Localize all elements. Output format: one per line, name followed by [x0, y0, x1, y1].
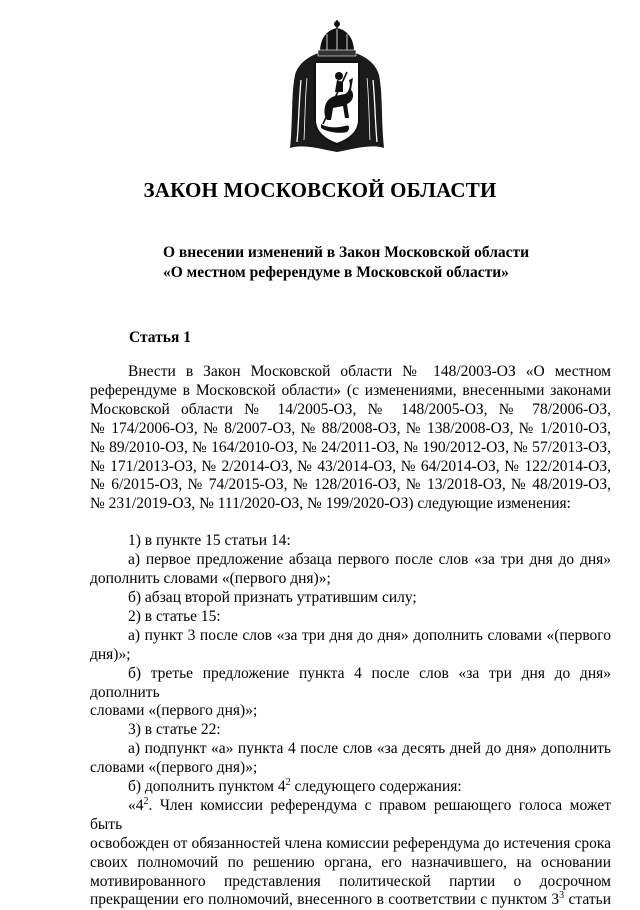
superscript: 3: [559, 890, 565, 902]
quote-line: [90, 891, 611, 910]
list-item: а) пункт 3 после слов «за три дня до дня» дополнить словами «(первого: [128, 626, 611, 644]
list-item: дополнить словами «(первого дня)»;: [90, 570, 331, 588]
superscript: 2: [143, 795, 149, 807]
intro-line: № 6/2015-ОЗ, № 74/2015-ОЗ, № 128/2016-ОЗ, № 13/2018-ОЗ, № 48/2019-ОЗ,: [90, 476, 611, 494]
subtitle-line: О внесении изменений в Закон Московской области: [163, 244, 530, 261]
coat-of-arms-icon: [287, 20, 387, 162]
quote-line: своих полномочий по решению органа, его назначившего, на основании: [90, 853, 611, 871]
intro-line: № 171/2013-ОЗ, № 2/2014-ОЗ, № 43/2014-ОЗ, № 64/2014-ОЗ, № 122/2014-ОЗ,: [90, 457, 611, 475]
list-item: а) первое предложение абзаца первого после слов «за три дня до дня»: [128, 551, 611, 569]
item-text: б) дополнить пунктом 4: [128, 778, 286, 796]
document-title: ЗАКОН МОСКОВСКОЙ ОБЛАСТИ: [143, 178, 497, 202]
intro-line: № 174/2006-ОЗ, № 8/2007-ОЗ, № 88/2008-ОЗ, № 138/2008-ОЗ, № 1/2010-ОЗ,: [90, 419, 611, 437]
list-item: дня)»;: [90, 645, 131, 663]
list-item: словами «(первого дня)»;: [90, 759, 258, 777]
intro-line: № 231/2019-ОЗ, № 111/2020-ОЗ, № 199/2020-ОЗ) следующие изменения:: [90, 495, 571, 513]
document-subtitle: [163, 243, 583, 283]
quote-text: «4: [128, 796, 144, 814]
quote-line: освобожден от обязанностей члена комиссии референдума до истечения срока: [90, 834, 611, 852]
item-text: следующего содержания:: [290, 778, 462, 796]
list-item: 1) в пункте 15 статьи 14:: [128, 532, 291, 550]
quote-text: прекращении его полномочий, внесенного в соответствии с пунктом 3: [90, 891, 560, 909]
subtitle-line: «О местном референдуме в Московской области»: [163, 264, 509, 281]
list-item: а) подпункт «а» пункта 4 после слов «за десять дней до дня» дополнить: [128, 740, 611, 758]
document-body: [90, 363, 611, 910]
intro-line: референдуме в Московской области» (с изменениями, внесенными законами: [90, 381, 611, 399]
list-item: 2) в статье 15:: [128, 607, 221, 625]
list-item: б) третье предложение пункта 4 после слов «за три дня до дня» дополнить: [90, 664, 611, 701]
intro-line: Московской области № 14/2005-ОЗ, № 148/2005-ОЗ, № 78/2006-ОЗ,: [90, 400, 611, 418]
quote-text: статьи: [564, 891, 612, 909]
article-heading: Статья 1: [129, 329, 191, 346]
quote-text: . Член комиссии референдума с правом решающего голоса может быть: [90, 796, 611, 833]
list-item: [90, 778, 611, 797]
superscript: 2: [285, 776, 291, 788]
list-item: 3) в статье 22:: [128, 721, 221, 739]
intro-line: Внести в Закон Московской области № 148/2003-ОЗ «О местном: [128, 363, 611, 380]
intro-line: № 89/2010-ОЗ, № 164/2010-ОЗ, № 24/2011-ОЗ, № 190/2012-ОЗ, № 57/2013-ОЗ,: [90, 438, 611, 456]
quote-line: [90, 797, 611, 835]
quote-line: мотивированного представления политической партии о досрочном: [90, 872, 611, 890]
list-item: словами «(первого дня)»;: [90, 702, 258, 720]
list-item: б) абзац второй признать утратившим силу;: [128, 588, 417, 606]
